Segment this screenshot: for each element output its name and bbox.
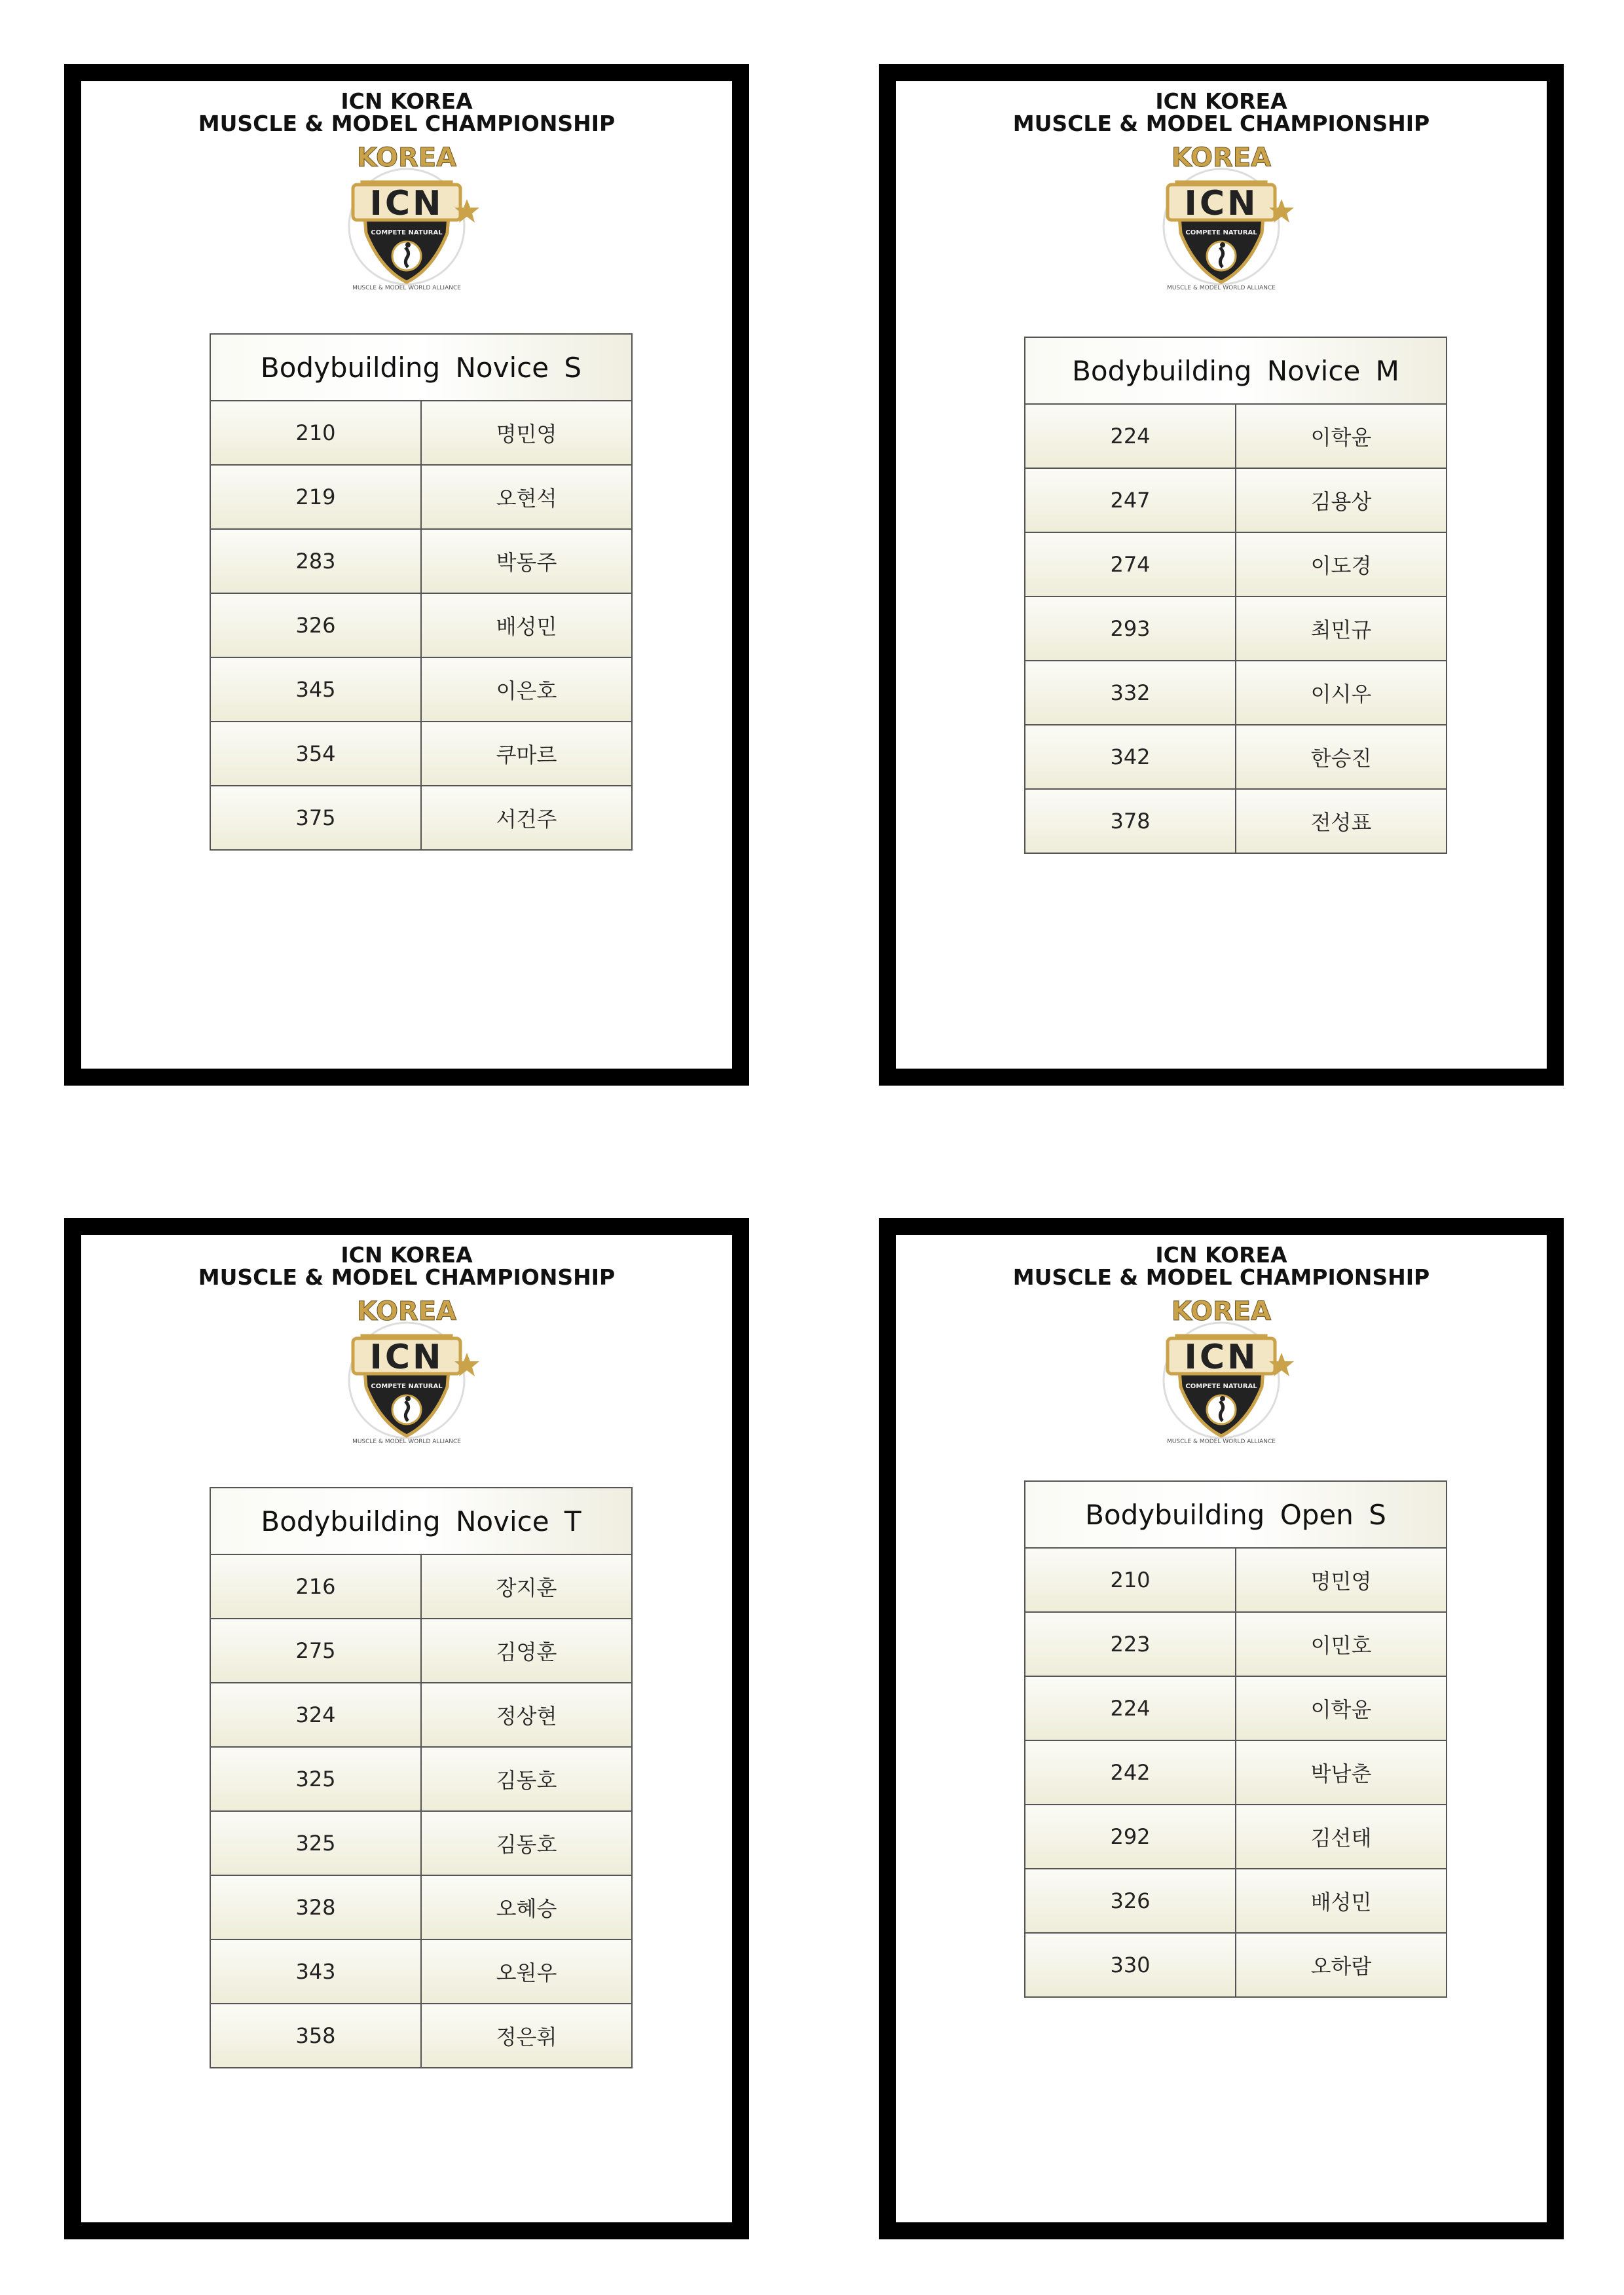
table-row <box>211 1618 631 1682</box>
competitor-name: 김용상 <box>1310 489 1372 514</box>
title-line-2: MUSCLE & MODEL CHAMPIONSHIP <box>198 1264 616 1290</box>
competitor-number: 358 <box>211 2004 422 2067</box>
competitor-number: 224 <box>1025 1677 1236 1740</box>
competitor-number: 224 <box>1025 405 1236 468</box>
figure-head-icon <box>1220 242 1225 248</box>
icn-korea-logo <box>328 141 485 292</box>
title-line-1: ICN KOREA <box>1155 1242 1287 1268</box>
competitor-name: 이시우 <box>1310 682 1372 707</box>
competitor-number: 325 <box>211 1748 422 1810</box>
competitor-name: 명민영 <box>496 422 557 447</box>
championship-title <box>81 1244 732 1289</box>
logo-main-text: ICN <box>369 184 444 223</box>
logo-top-text: KOREA <box>356 1296 457 1327</box>
competitor-number: 345 <box>211 658 422 721</box>
competitor-number: 325 <box>211 1812 422 1875</box>
competitor-name: 최민규 <box>1310 617 1372 642</box>
roster-table <box>1024 1480 1447 1998</box>
competitor-number: 332 <box>1025 661 1236 724</box>
competitor-number: 242 <box>1025 1741 1236 1804</box>
competitor-name: 전성표 <box>1310 810 1372 835</box>
logo-bottom-text: MUSCLE & MODEL WORLD ALLIANCE <box>352 1439 461 1445</box>
table-row <box>1025 724 1446 788</box>
table-row <box>1025 1804 1446 1868</box>
logo-ring-text: COMPETE NATURAL <box>1185 229 1257 236</box>
competitor-name: 이도경 <box>1310 553 1372 578</box>
logo <box>1143 141 1300 292</box>
category-card <box>879 64 1564 1086</box>
competitor-number: 375 <box>211 786 422 849</box>
competitor-name: 한승진 <box>1310 746 1372 771</box>
title-line-2: MUSCLE & MODEL CHAMPIONSHIP <box>198 111 616 136</box>
table-row <box>211 528 631 593</box>
competitor-name: 정은휘 <box>496 2025 557 2049</box>
competitor-name: 이학윤 <box>1310 425 1372 450</box>
table-row <box>1025 596 1446 660</box>
icn-korea-logo <box>1143 1295 1300 1446</box>
championship-title <box>896 90 1547 135</box>
category-card <box>64 64 749 1086</box>
table-row <box>1025 788 1446 853</box>
figure-head-icon <box>405 1396 411 1401</box>
table-row <box>1025 403 1446 468</box>
competitor-name: 오현석 <box>496 486 557 511</box>
competitor-name: 배성민 <box>496 614 557 639</box>
logo-main-text: ICN <box>1184 1338 1259 1377</box>
competitor-number: 330 <box>1025 1934 1236 1996</box>
table-row <box>211 1875 631 1939</box>
category-card <box>64 1218 749 2239</box>
table-row <box>1025 660 1446 724</box>
competitor-name: 김영훈 <box>496 1640 557 1664</box>
logo-main-text: ICN <box>369 1338 444 1377</box>
logo-bottom-text: MUSCLE & MODEL WORLD ALLIANCE <box>1167 285 1276 291</box>
category-title: Bodybuilding Open S <box>1025 1482 1446 1547</box>
competitor-name: 배성민 <box>1310 1890 1372 1915</box>
competitor-number: 274 <box>1025 533 1236 596</box>
logo-bottom-text: MUSCLE & MODEL WORLD ALLIANCE <box>1167 1439 1276 1445</box>
table-row <box>211 464 631 528</box>
competitor-number: 210 <box>1025 1549 1236 1611</box>
competitor-number: 324 <box>211 1683 422 1746</box>
table-row <box>211 721 631 785</box>
competitor-number: 223 <box>1025 1613 1236 1676</box>
title-line-2: MUSCLE & MODEL CHAMPIONSHIP <box>1012 111 1430 136</box>
competitor-name: 장지훈 <box>496 1575 557 1600</box>
table-row <box>1025 1740 1446 1804</box>
figure-head-icon <box>405 242 411 248</box>
table-row <box>211 2003 631 2067</box>
title-line-1: ICN KOREA <box>1155 88 1287 114</box>
competitor-number: 343 <box>211 1940 422 2003</box>
table-row <box>211 1554 631 1618</box>
logo-ring-text: COMPETE NATURAL <box>1185 1383 1257 1390</box>
competitor-name: 이은호 <box>496 678 557 703</box>
logo <box>328 141 485 292</box>
competitor-name: 이학윤 <box>1310 1697 1372 1722</box>
logo-main-text: ICN <box>1184 184 1259 223</box>
logo <box>1143 1295 1300 1446</box>
competitor-number: 292 <box>1025 1805 1236 1868</box>
title-line-1: ICN KOREA <box>341 88 473 114</box>
logo-top-text: KOREA <box>1171 1296 1272 1327</box>
competitor-number: 342 <box>1025 725 1236 788</box>
roster-table <box>210 333 633 851</box>
roster-table <box>210 1487 633 2068</box>
competitor-name: 오혜승 <box>496 1896 557 1921</box>
table-row <box>211 657 631 721</box>
championship-title <box>896 1244 1547 1289</box>
competitor-name: 김선태 <box>1310 1826 1372 1850</box>
competitor-number: 293 <box>1025 597 1236 660</box>
category-card <box>879 1218 1564 2239</box>
competitor-number: 283 <box>211 530 422 593</box>
table-row <box>211 1810 631 1875</box>
competitor-name: 오하람 <box>1310 1954 1372 1979</box>
competitor-name: 쿠마르 <box>496 743 557 767</box>
competitor-name: 정상현 <box>496 1704 557 1729</box>
competitor-number: 210 <box>211 401 422 464</box>
logo <box>328 1295 485 1446</box>
title-line-1: ICN KOREA <box>341 1242 473 1268</box>
competitor-number: 219 <box>211 466 422 528</box>
logo-top-text: KOREA <box>1171 143 1272 173</box>
competitor-name: 김동호 <box>496 1832 557 1857</box>
table-row <box>211 1939 631 2003</box>
table-row <box>1025 468 1446 532</box>
championship-title <box>81 90 732 135</box>
figure-head-icon <box>1220 1396 1225 1401</box>
competitor-number: 354 <box>211 722 422 785</box>
table-row <box>1025 1547 1446 1611</box>
table-row <box>211 593 631 657</box>
competitor-number: 328 <box>211 1876 422 1939</box>
table-row <box>211 785 631 849</box>
competitor-number: 378 <box>1025 790 1236 853</box>
category-title: Bodybuilding Novice M <box>1025 338 1446 403</box>
icn-korea-logo <box>328 1295 485 1446</box>
table-row <box>1025 532 1446 596</box>
icn-korea-logo <box>1143 141 1300 292</box>
competitor-number: 216 <box>211 1555 422 1618</box>
competitor-name: 박남춘 <box>1310 1761 1372 1786</box>
competitor-name: 명민영 <box>1310 1569 1372 1594</box>
table-row <box>1025 1868 1446 1932</box>
competitor-name: 김동호 <box>496 1768 557 1793</box>
table-row <box>211 400 631 464</box>
competitor-name: 오원우 <box>496 1960 557 1985</box>
competitor-number: 275 <box>211 1619 422 1682</box>
competitor-number: 247 <box>1025 469 1236 532</box>
competitor-name: 서건주 <box>496 807 557 832</box>
competitor-number: 326 <box>211 594 422 657</box>
table-row <box>1025 1611 1446 1676</box>
competitor-name: 박동주 <box>496 550 557 575</box>
logo-ring-text: COMPETE NATURAL <box>371 1383 443 1390</box>
table-row <box>211 1682 631 1746</box>
competitor-number: 326 <box>1025 1869 1236 1932</box>
logo-ring-text: COMPETE NATURAL <box>371 229 443 236</box>
table-row <box>211 1746 631 1810</box>
table-row <box>1025 1676 1446 1740</box>
category-title: Bodybuilding Novice S <box>211 335 631 400</box>
table-row <box>1025 1932 1446 1996</box>
title-line-2: MUSCLE & MODEL CHAMPIONSHIP <box>1012 1264 1430 1290</box>
category-title: Bodybuilding Novice T <box>211 1488 631 1554</box>
logo-bottom-text: MUSCLE & MODEL WORLD ALLIANCE <box>352 285 461 291</box>
logo-top-text: KOREA <box>356 143 457 173</box>
competitor-name: 이민호 <box>1310 1633 1372 1658</box>
roster-table <box>1024 337 1447 854</box>
